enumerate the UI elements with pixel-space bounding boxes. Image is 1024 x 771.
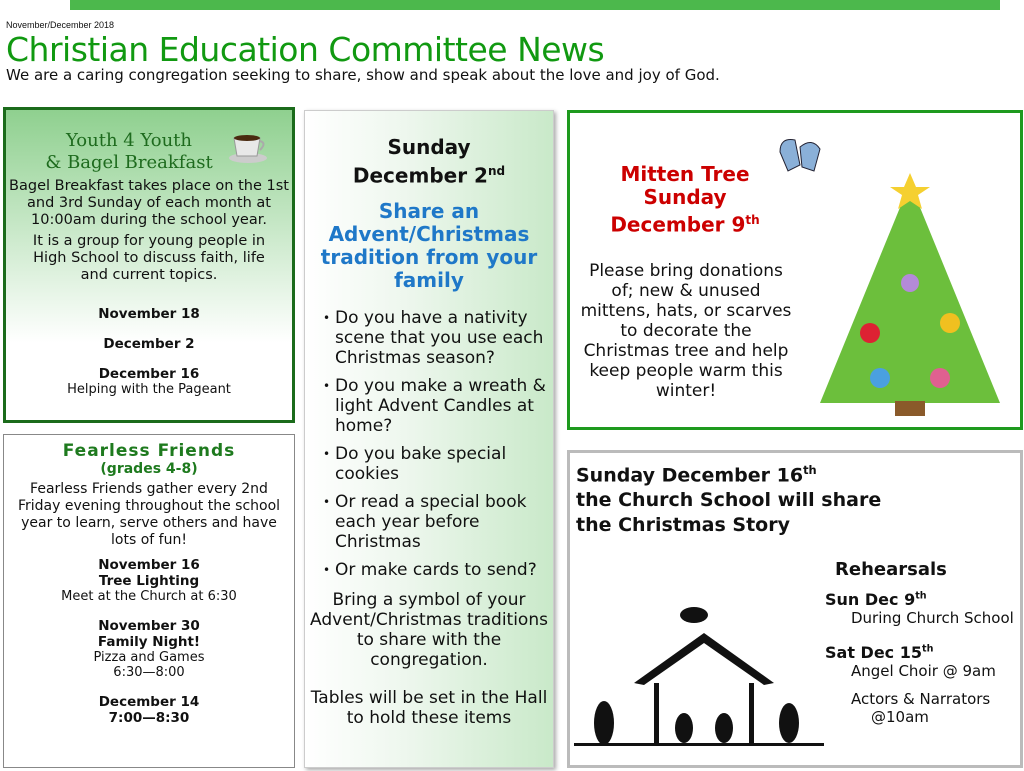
youth-description: Bagel Breakfast takes place on the 1st and 3rd Sunday of each month at 10:00am during the school year.: [9, 178, 289, 228]
nativity-scene-icon: [574, 593, 824, 753]
mitten-description: Please bring donations of; new & unused mittens, hats, or scarves to decorate the Christmas tree and help keep people warm this winter!: [580, 261, 792, 401]
rehearsal-detail: Actors & Narrators: [851, 690, 991, 708]
mitten-heading: Mitten Tree Sunday December 9th: [610, 162, 760, 237]
fearless-description: Fearless Friends gather every 2nd Friday evening throughout the school year to learn, serve others and have lots of fun!: [17, 481, 281, 548]
youth-section: [3, 107, 295, 423]
tables-text: Tables will be set in the Hall to hold these items: [310, 687, 548, 728]
list-item: • Or make cards to send?: [323, 560, 553, 580]
rehearsal-date: Sun Dec 9th: [825, 590, 927, 609]
list-item: • Do you make a wreath & light Advent Candles at home?: [323, 376, 553, 436]
rehearsal-detail: Angel Choir @ 9am: [851, 662, 996, 680]
top-bar: [70, 0, 1000, 10]
page-title: Christian Education Committee News: [6, 30, 605, 69]
list-item: • Do you have a nativity scene that you use each Christmas season?: [323, 308, 553, 368]
event-detail: Pizza and Games: [93, 650, 205, 665]
sunday-dec2-heading: Sunday December 2nd: [352, 135, 506, 188]
fearless-friends-section: [3, 434, 295, 768]
event-date: November 30: [98, 618, 200, 634]
event-date: November 16: [98, 557, 200, 573]
rehearsals-block: [825, 559, 1024, 726]
fearless-title: Fearless Friends: [62, 441, 236, 461]
tagline: We are a caring congregation seeking to share, show and speak about the love and joy of God.: [6, 66, 720, 84]
youth-title: Youth 4 Youth & Bagel Breakfast: [45, 130, 213, 173]
rehearsal-detail: @10am: [871, 708, 929, 726]
rehearsals-heading: Rehearsals: [835, 559, 947, 580]
christmas-tree-icon: [810, 173, 1010, 423]
bring-symbol-text: Bring a symbol of your Advent/Christmas traditions to share with the congregation.: [310, 589, 548, 670]
fearless-grades: (grades 4-8): [100, 461, 198, 477]
event-date: December 14: [98, 694, 200, 710]
list-item: • Do you bake special cookies: [323, 444, 553, 484]
date-item: December 16: [98, 366, 200, 382]
date-note: Helping with the Pageant: [67, 382, 231, 397]
christmas-story-heading: Sunday December 16th the Church School will share the Christmas Story: [576, 463, 882, 537]
event-time: 6:30—8:00: [113, 665, 185, 680]
rehearsal-detail: During Church School: [851, 609, 1014, 627]
event-detail: Meet at the Church at 6:30: [61, 589, 237, 604]
mitten-tree-section: [567, 110, 1023, 430]
list-item: • Or read a special book each year before Christmas: [323, 492, 553, 552]
issue-date: November/December 2018: [6, 20, 115, 30]
event-time: 7:00—8:30: [108, 710, 190, 726]
event-name: Tree Lighting: [98, 573, 200, 589]
youth-group-text: It is a group for young people in High School to discuss faith, life and current topics.: [32, 233, 266, 283]
question-list: [323, 308, 553, 580]
advent-subtitle: Share an Advent/Christmas tradition from your family: [320, 198, 538, 292]
advent-tradition-section: [304, 110, 554, 768]
event-name: Family Night!: [97, 634, 201, 650]
coffee-cup-icon: [228, 130, 268, 164]
christmas-story-section: [567, 450, 1023, 768]
date-item: December 2: [103, 336, 195, 352]
date-item: November 18: [98, 306, 200, 322]
rehearsal-date: Sat Dec 15th: [825, 643, 934, 662]
